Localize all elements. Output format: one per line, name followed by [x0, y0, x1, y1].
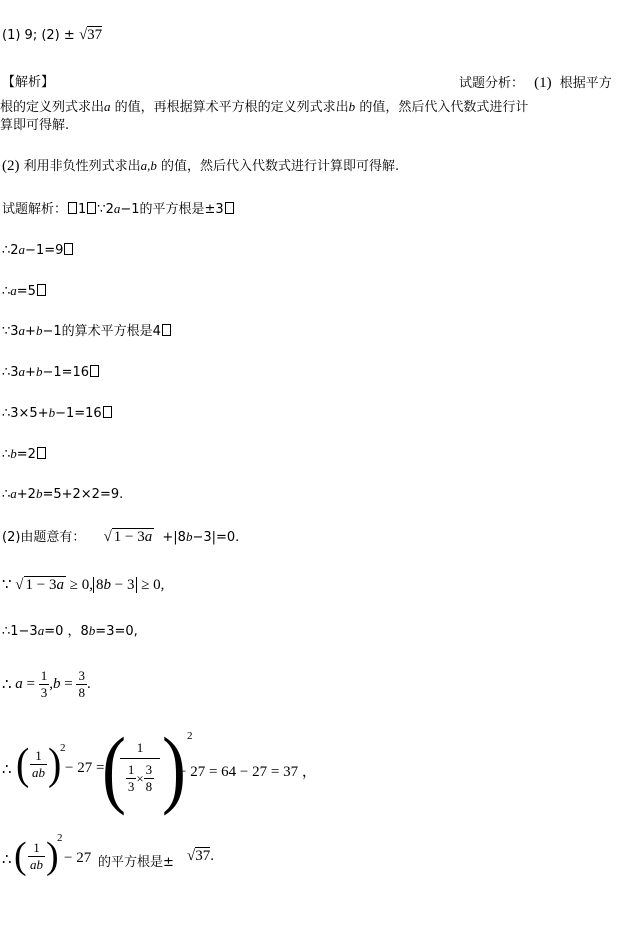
step-3: ∵3a+b−1的算术平方根是4 [2, 322, 172, 341]
analysis-para1-line2: 根的定义列式求出a 的值，再根据算术平方根的定义列式求出b 的值，然后代入代数式进行计 [0, 99, 529, 115]
part2-condition: (2)由题意有： √ 1 − 3a +|8b−3|=0. [2, 529, 240, 545]
step-7: ∴a+2b=5+2×2=9. [2, 486, 124, 502]
sqrt-37: √37 [78, 27, 103, 43]
answer-line: (1) 9; (2) ± √37 [2, 27, 103, 43]
step-5: ∴3×5+b−1=16 [2, 404, 113, 423]
answer-part2: (2) ± [41, 28, 75, 43]
analysis-para1-line3: 算即可得解. [0, 118, 70, 133]
step-4: ∴3a+b−1=16 [2, 363, 100, 382]
analysis-label: 试题分析： (1) 根据平方 [459, 75, 612, 91]
step-2: ∴a=5 [2, 282, 47, 301]
analysis-para2: (2) 利用非负性列式求出a,b 的值，然后代入代数式进行计算即可得解. [2, 158, 400, 174]
step-6: ∴b=2 [2, 445, 47, 464]
solution-intro: 试题解析： 1 ∵2a−1的平方根是±3 [2, 200, 235, 219]
analysis-tag: 【解析】 [2, 75, 55, 90]
therefore-eqs: ∴1−3a=0 ，8b=3=0, [2, 623, 138, 639]
step-1: ∴2a−1=9 [2, 241, 74, 260]
answer-part1: (1) 9 [2, 28, 33, 43]
because-nonneg: ∵ √ 1 − 3a ≥ 0, 8b − 3 ≥ 0, [2, 577, 165, 593]
solve-ab: ∴ a = $\frac{1}{3}$ ,b = $\frac{3}{8}$ . [2, 668, 91, 700]
